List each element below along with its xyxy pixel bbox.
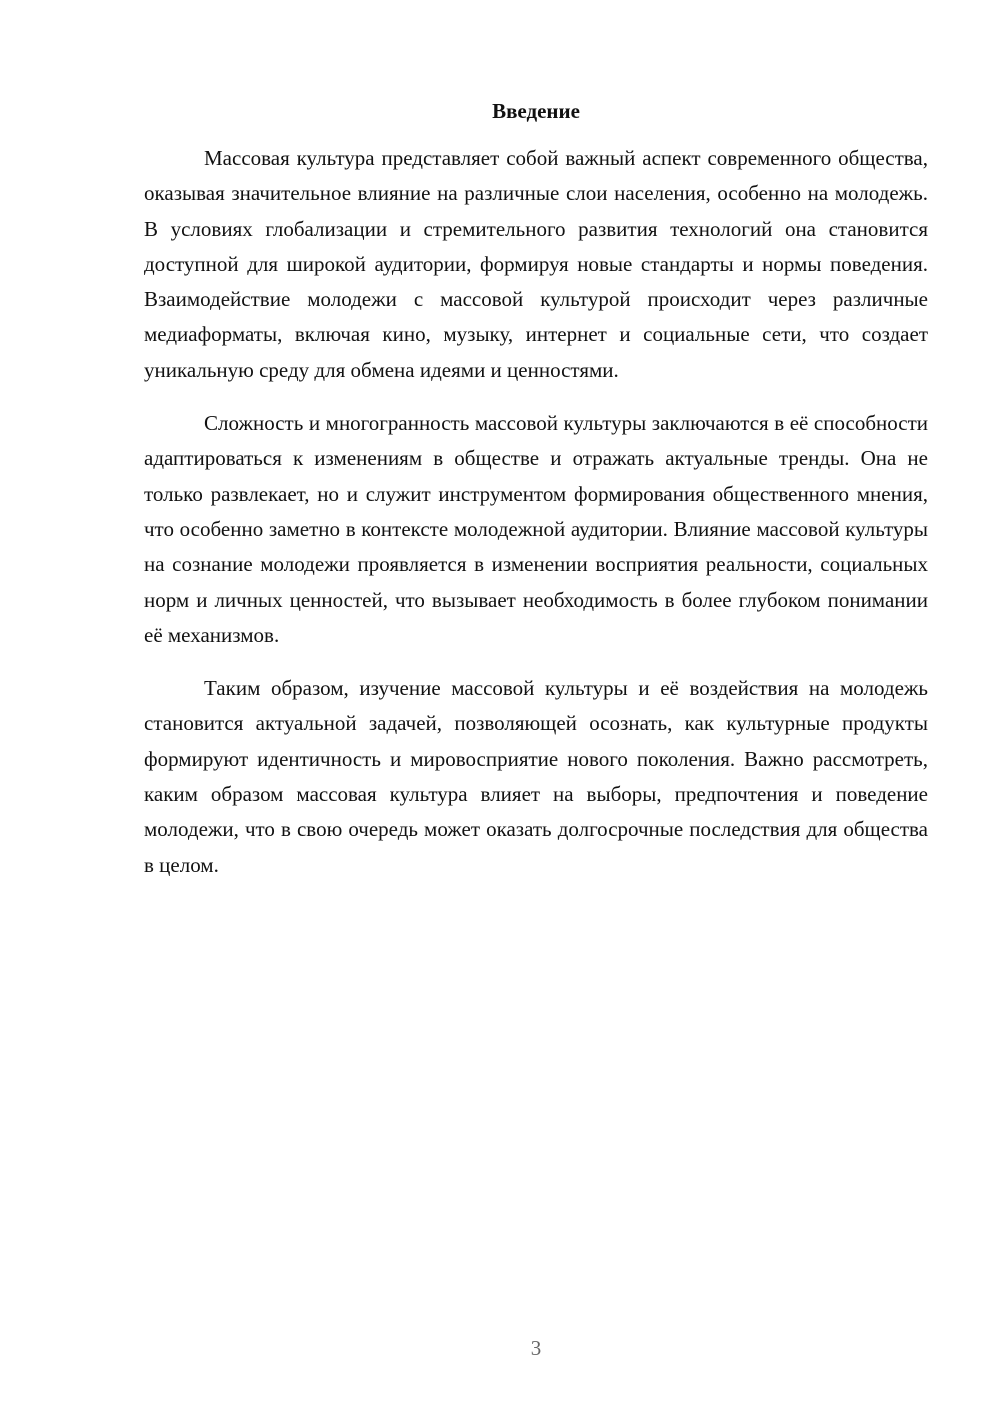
document-body (144, 141, 928, 883)
paragraph-2: Сложность и многогранность массовой культуры заключаются в её способности адаптироваться к изменениям в обществе и отражать актуальные тренды. Она не только развлекает, но и служит инструментом формирования общественного мнения, что особенно заметно в контексте молодежной аудитории. Влияние массовой культуры на сознание молодежи проявляется в изменении восприятия реальности, социальных норм и личных ценностей, что вызывает необходимость в более глубоком понимании её механизмов. (144, 411, 928, 647)
paragraph-1: Массовая культура представляет собой важный аспект современного общества, оказывая значительное влияние на различные слои населения, особенно на молодежь. В условиях глобализации и стремительного развития технологий она становится доступной для широкой аудитории, формируя новые стандарты и нормы поведения. Взаимодействие молодежи с массовой культурой происходит через различные медиаформаты, включая кино, музыку, интернет и социальные сети, что создает уникальную среду для обмена идеями и ценностями. (144, 146, 928, 382)
section-heading: Введение (492, 99, 580, 123)
page-number: 3 (530, 1336, 542, 1360)
paragraph-3: Таким образом, изучение массовой культуры и её воздействия на молодежь становится актуальной задачей, позволяющей осознать, как культурные продукты формируют идентичность и мировосприятие нового поколения. Важно рассмотреть, каким образом массовая культура влияет на выборы, предпочтения и поведение молодежи, что в свою очередь может оказать долгосрочные последствия для общества в целом. (144, 676, 928, 877)
